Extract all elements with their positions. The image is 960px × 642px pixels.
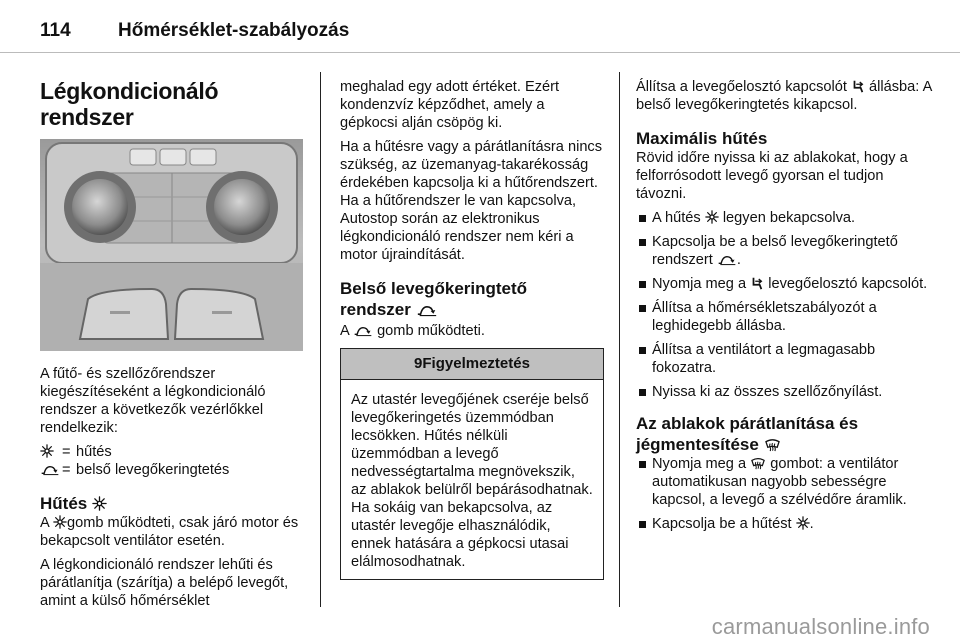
cooling-heading: Hűtés: [40, 493, 306, 514]
windshield-defrost-icon: [750, 456, 766, 472]
header-rule: [0, 52, 960, 53]
recirculation-paragraph: A gomb működteti.: [340, 323, 485, 339]
column-divider-2: [619, 72, 620, 607]
column-1: [40, 78, 306, 616]
seat-airflow-icon: [851, 79, 865, 95]
column-3: [636, 78, 936, 539]
snowflake-icon: [53, 515, 67, 531]
legend-text-cooling: hűtés: [76, 444, 112, 460]
seat-airflow-icon: [750, 276, 764, 292]
warning-body: Az utastér levegőjének cseréje belső levegőkeringetés üzemmódban lecsökken. Hűtés nélküli üzemmódban a levegő nedvességtartalma megnövekszik, az ablakok belülről bepárásodhatnak. Ha sokáig van bekapcsolva, az utastér levegője elhasználódik, ennek hatására a gépkocsi utasai elálmosodhatnak.: [351, 392, 593, 570]
snowflake-icon: [92, 494, 107, 513]
section-heading-air-conditioning: Légkondicionáló rendszer: [40, 78, 219, 130]
page-number: 114: [40, 20, 71, 41]
climate-control-panel-photo: [40, 139, 303, 351]
list-item: Kapcsolja be a hűtést .: [636, 515, 936, 533]
list-item: Állítsa a hőmérsékletszabályozót a leghidegebb állásba.: [636, 299, 936, 335]
list-item: Nyissa ki az összes szellőzőnyílást.: [636, 383, 936, 401]
max-cooling-intro: Rövid időre nyissa ki az ablakokat, hogy a felforrósodott levegő gyorsan el tudjon távozni.: [636, 150, 908, 202]
legend-equals: =: [62, 444, 71, 460]
legend-text-recirculation: belső levegőkeringtetés: [76, 462, 230, 478]
max-cooling-steps: [636, 209, 936, 401]
page-header-title: Hőmérséklet-szabályozás: [118, 20, 350, 41]
list-item: A hűtés legyen bekapcsolva.: [636, 209, 936, 227]
recirculation-icon: [416, 300, 438, 319]
recirculation-icon: [353, 323, 373, 339]
defog-steps: [636, 455, 936, 533]
condensation-paragraph: meghalad egy adott értéket. Ezért kondenzvíz képződhet, amely a gépkocsi alján csöpög ki.: [340, 79, 560, 131]
fuel-economy-paragraph: Ha a hűtésre vagy a párátlanításra nincs szükség, az üzemanyag-takarékosság érdekében kapcsolja ki a hűtőrendszert. Ha a hűtőrendszer le van kapcsolva, Autostop során az elektronikus légkondicionáló rendszer nem kéri a motor újraindítását.: [340, 139, 603, 263]
snowflake-icon: [796, 516, 810, 532]
warning-title: Figyelmeztetés: [422, 355, 530, 372]
recirculation-icon: [717, 252, 737, 268]
warning-symbol: 9: [414, 355, 423, 372]
list-item: Kapcsolja be a belső levegőkeringtető rendszert .: [636, 233, 936, 269]
column-2: [340, 78, 604, 580]
recirculation-heading: Belső levegőkeringtető rendszer: [340, 279, 528, 319]
warning-header: [341, 349, 603, 380]
intro-paragraph: A fűtő- és szellőzőrendszer kiegészítéseként a légkondicionáló rendszer a következők vezérlőkkel rendelkezik:: [40, 366, 266, 436]
legend-equals: =: [62, 462, 71, 478]
cooling-paragraph-1: A gomb működteti, csak járó motor és bekapcsolt ventilátor esetén.: [40, 515, 299, 549]
control-legend: [40, 443, 306, 479]
list-item: Nyomja meg a gombot: a ventilátor automatikusan nagyobb sebességre kapcsol, a levegő a szélvédőre áramlik.: [636, 455, 936, 509]
footer-watermark[interactable]: carmanualsonline.info: [711, 614, 930, 639]
snowflake-icon: [40, 443, 62, 461]
list-item: Nyomja meg a levegőelosztó kapcsolót.: [636, 275, 936, 293]
list-item: Állítsa a ventilátort a legmagasabb fokozatra.: [636, 341, 936, 377]
cooling-paragraph-2: A légkondicionáló rendszer lehűti és párátlanítja (szárítja) a belépő levegőt, amint a külső hőmérséklet: [40, 557, 289, 609]
warning-box: [340, 348, 604, 580]
air-distribution-paragraph: Állítsa a levegőelosztó kapcsolót állásba: A belső levegőkeringtetés kikapcsol.: [636, 79, 932, 113]
defog-heading: Az ablakok párátlanítása és jégmentesítése: [636, 414, 859, 454]
recirculation-icon: [40, 461, 62, 479]
max-cooling-heading: Maximális hűtés: [636, 129, 768, 148]
snowflake-icon: [705, 210, 719, 226]
windshield-defrost-icon: [764, 435, 781, 454]
column-divider-1: [320, 72, 321, 607]
